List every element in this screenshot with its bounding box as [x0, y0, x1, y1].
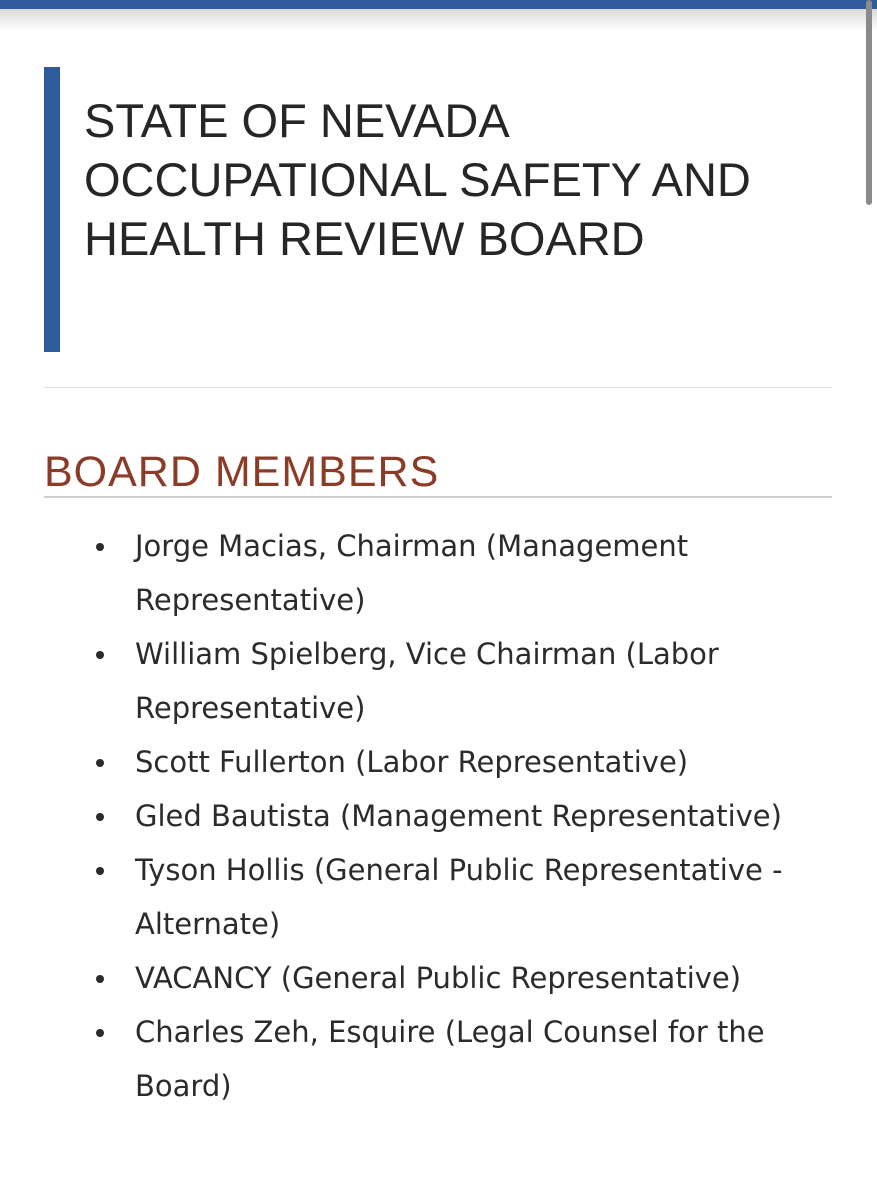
title-block — [44, 67, 804, 352]
title-accent-bar — [44, 67, 60, 352]
member-text: Scott Fullerton (Labor Representative) — [135, 745, 689, 779]
list-item — [135, 1005, 835, 1113]
bullet-icon — [96, 1029, 104, 1037]
page-title: STATE OF NEVADA OCCUPATIONAL SAFETY AND HEALTH REVIEW BOARD — [84, 94, 751, 265]
board-members-heading: BOARD MEMBERS — [44, 448, 440, 496]
member-text: Gled Bautista (Management Representative) — [135, 799, 782, 833]
member-text: VACANCY (General Public Representative) — [135, 961, 742, 995]
bullet-icon — [96, 759, 104, 767]
list-item — [135, 627, 835, 735]
board-members-list — [135, 519, 835, 1113]
list-item — [135, 519, 835, 627]
member-text: William Spielberg, Vice Chairman (Labor Representative) — [135, 637, 719, 725]
list-item — [135, 843, 835, 951]
bullet-icon — [96, 543, 104, 551]
section-divider — [44, 387, 832, 388]
list-item — [135, 789, 835, 843]
scrollbar-thumb[interactable] — [866, 0, 872, 205]
top-nav-bar — [0, 0, 877, 9]
list-item — [135, 951, 835, 1005]
bullet-icon — [96, 813, 104, 821]
member-text: Tyson Hollis (General Public Representative - Alternate) — [135, 853, 783, 941]
top-nav-shadow — [0, 9, 877, 31]
list-item — [135, 735, 835, 789]
member-text: Jorge Macias, Chairman (Management Representative) — [135, 529, 689, 617]
bullet-icon — [96, 651, 104, 659]
member-text: Charles Zeh, Esquire (Legal Counsel for the Board) — [135, 1015, 765, 1103]
heading-underline — [44, 496, 832, 498]
bullet-icon — [96, 975, 104, 983]
bullet-icon — [96, 867, 104, 875]
